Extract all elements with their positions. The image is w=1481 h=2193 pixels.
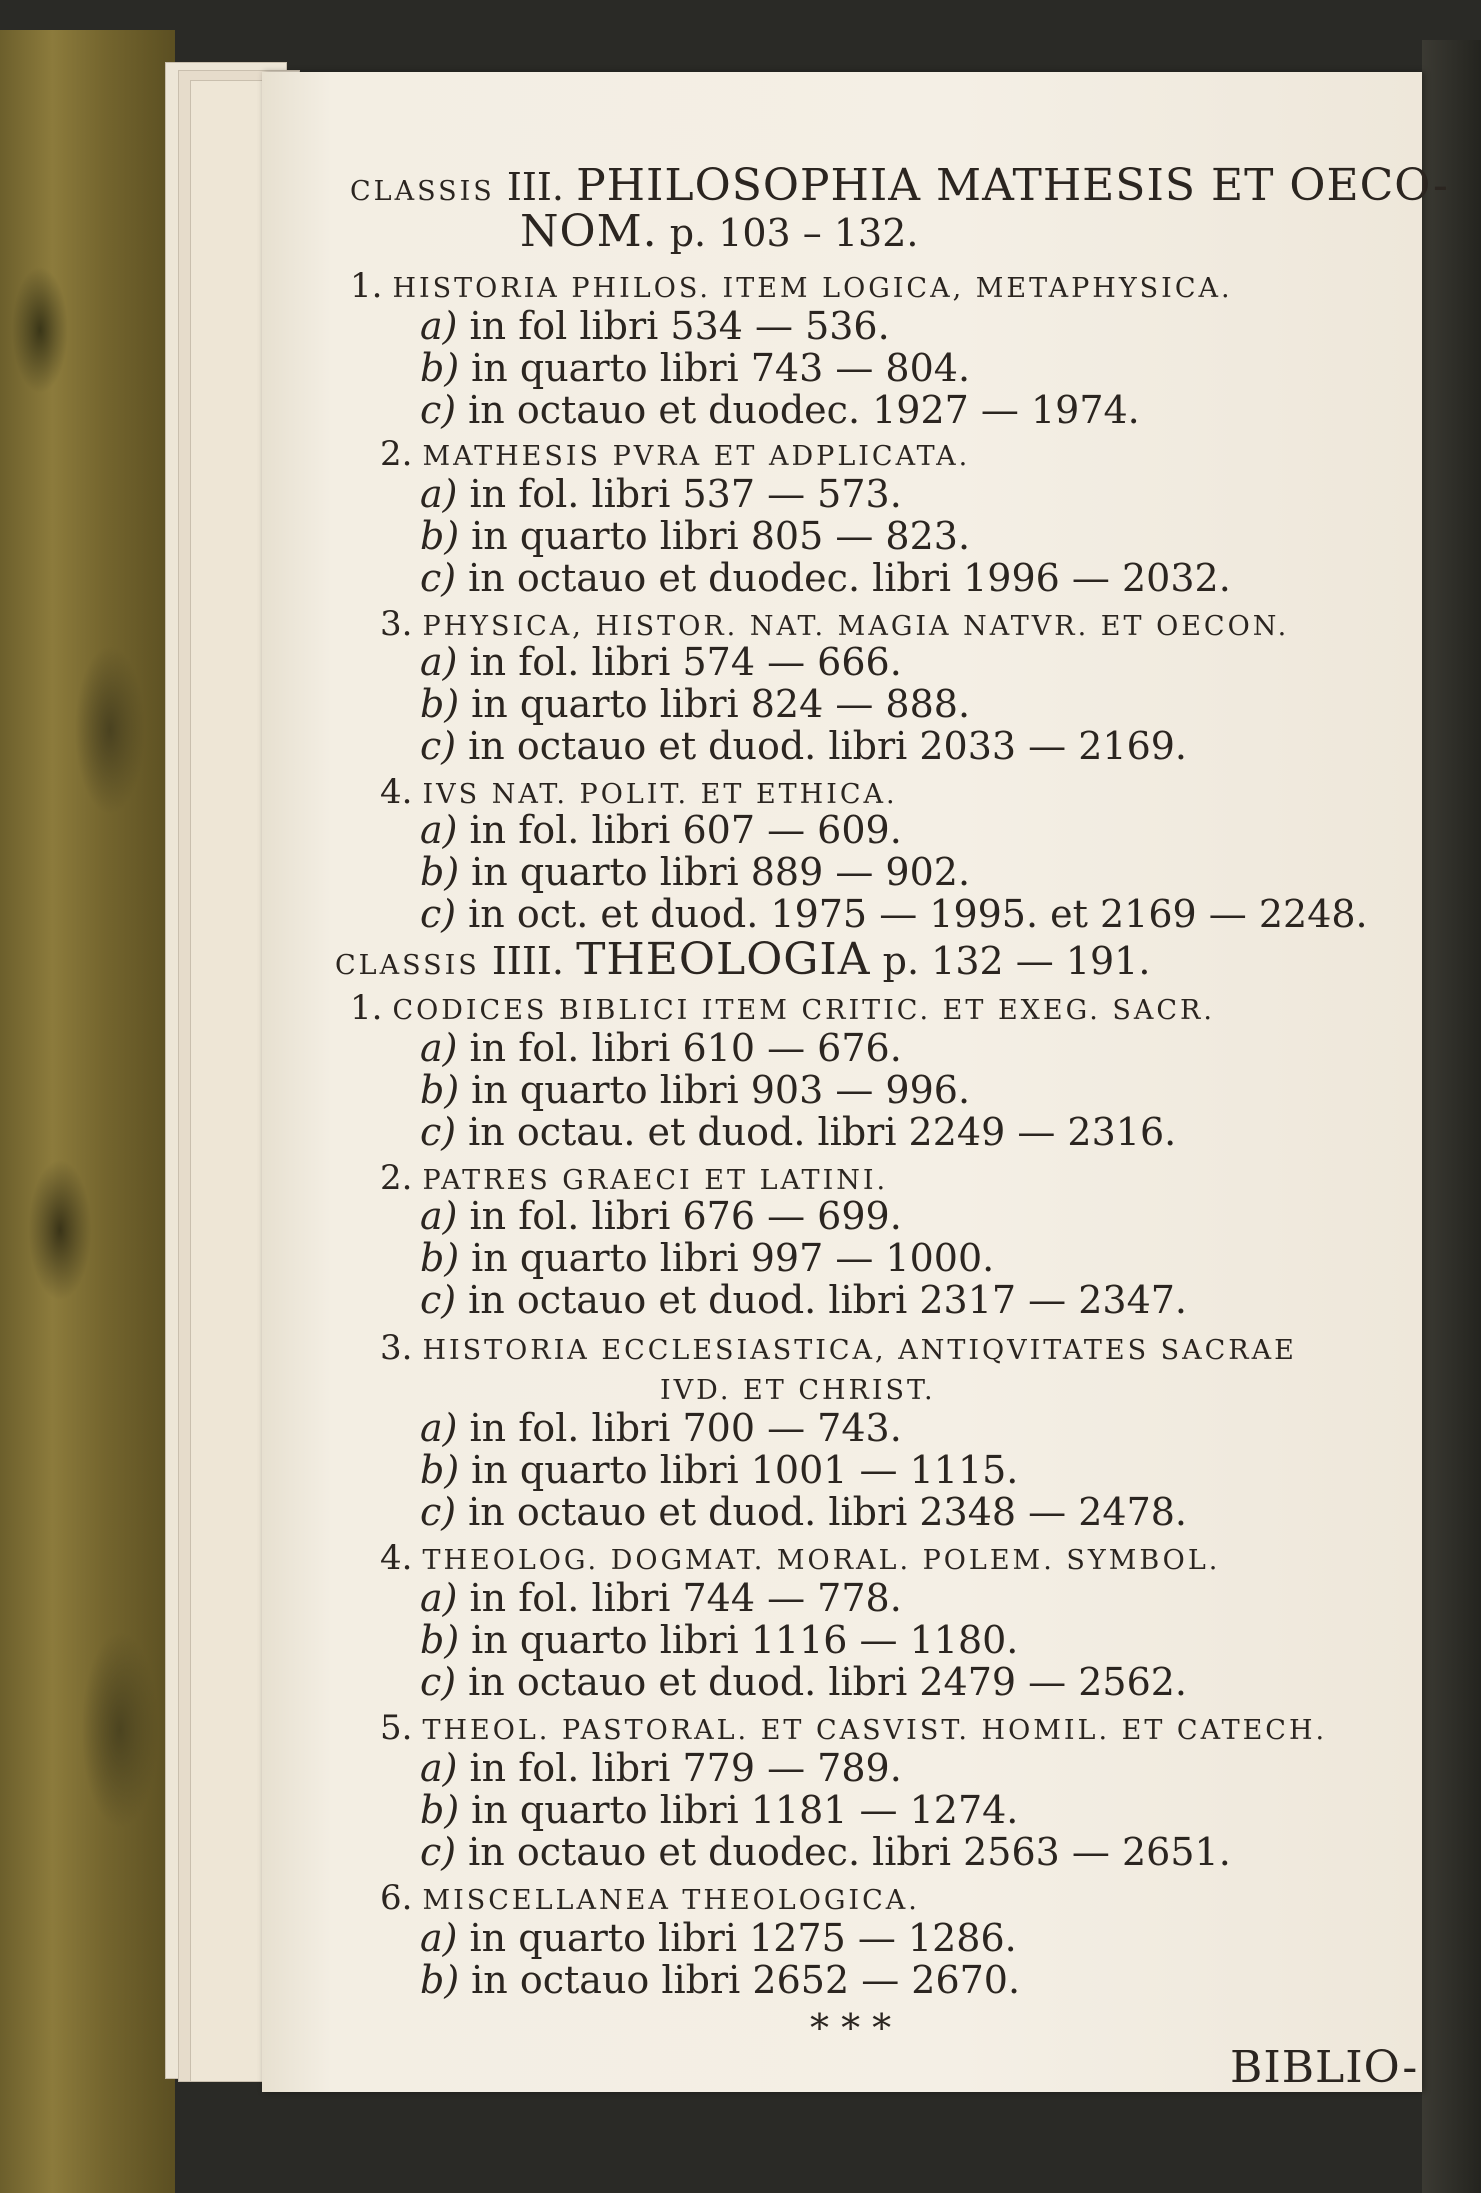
line-text: in octauo et duod. libri 2348 — 2478.	[468, 1490, 1188, 1534]
line-text: in fol. libri 676 — 699.	[469, 1194, 902, 1238]
text-line	[420, 346, 970, 390]
line-text: in quarto libri 1001 — 1115.	[471, 1448, 1019, 1492]
line-text: in octauo libri 2652 — 2670.	[471, 1958, 1021, 2002]
text-line	[420, 1916, 1017, 1960]
line-text: THEOLOG. DOGMAT. MORAL. POLEM. SYMBOL.	[422, 1545, 1221, 1576]
text-line	[420, 556, 1231, 600]
line-text: PHILOSOPHIA MATHESIS ET OECO-	[576, 160, 1449, 211]
section-number: 6.	[380, 1878, 413, 1918]
line-text: in fol. libri 779 — 789.	[469, 1746, 902, 1790]
line-text: in quarto libri 824 — 888.	[471, 682, 971, 726]
line-text: in quarto libri 889 — 902.	[471, 850, 971, 894]
text-line	[420, 808, 902, 852]
line-text: in octauo et duodec. libri 1996 — 2032.	[468, 556, 1231, 600]
section-number: 2.	[380, 1158, 413, 1198]
line-text: THEOL. PASTORAL. ET CASVIST. HOMIL. ET CATECH.	[422, 1715, 1328, 1746]
line-text: BIBLIO-	[1230, 2042, 1419, 2093]
line-text: PHYSICA, HISTOR. NAT. MAGIA NATVR. ET OECON.	[422, 611, 1290, 642]
item-label: c)	[420, 1490, 457, 1534]
line-text: PATRES GRAECI ET LATINI.	[422, 1165, 889, 1196]
item-label: a)	[420, 1576, 458, 1620]
line-text: in quarto libri 743 — 804.	[471, 346, 971, 390]
text-line	[420, 388, 1140, 432]
text-line	[420, 472, 902, 516]
item-label: a)	[420, 808, 458, 852]
line-text: IIII.	[479, 939, 577, 983]
text-line	[420, 1490, 1187, 1534]
section-number: 5.	[380, 1708, 413, 1748]
text-line	[520, 206, 919, 257]
item-label: b)	[420, 1236, 460, 1280]
line-text: in oct. et duod. 1975 — 1995. et 2169 — 2248.	[468, 892, 1368, 936]
section-number: 1.	[350, 266, 383, 306]
text-line	[420, 1406, 902, 1450]
item-label: c)	[420, 1278, 457, 1322]
line-text: in octauo et duod. libri 2479 — 2562.	[468, 1660, 1188, 1704]
section-number: 3.	[380, 604, 413, 644]
line-text: in octau. et duod. libri 2249 — 2316.	[468, 1110, 1177, 1154]
text-line	[420, 1830, 1231, 1874]
marbled-cover	[0, 30, 175, 2193]
item-label: c)	[420, 892, 457, 936]
line-text: in octauo et duod. libri 2317 — 2347.	[468, 1278, 1188, 1322]
line-text: CLASSIS	[350, 176, 495, 207]
text-line	[420, 1236, 994, 1280]
line-text: in fol. libri 574 — 666.	[469, 640, 902, 684]
book-page	[262, 72, 1449, 2093]
item-label: a)	[420, 1916, 458, 1960]
line-text: in fol libri 534 — 536.	[469, 304, 890, 348]
item-label: b)	[420, 346, 460, 390]
text-line	[420, 1278, 1187, 1322]
line-text: p. 103 – 132.	[657, 211, 919, 255]
section-number: 1.	[350, 988, 383, 1028]
line-text: in quarto libri 997 — 1000.	[471, 1236, 995, 1280]
item-label: c)	[420, 556, 457, 600]
line-text: THEOLOGIA	[576, 934, 871, 985]
line-text: in octauo et duodec. 1927 — 1974.	[468, 388, 1140, 432]
text-line	[420, 1788, 1018, 1832]
text-line	[420, 1194, 902, 1238]
item-label: a)	[420, 304, 458, 348]
text-line	[420, 1110, 1176, 1154]
text-line	[420, 1746, 902, 1790]
text-line	[420, 1576, 902, 1620]
section-number: 4.	[380, 772, 413, 812]
item-label: b)	[420, 682, 460, 726]
line-text: * * *	[810, 2006, 892, 2050]
item-label: b)	[420, 1068, 460, 1112]
item-label: a)	[420, 1406, 458, 1450]
line-text: IVS NAT. POLIT. ET ETHICA.	[422, 779, 898, 810]
text-line	[420, 892, 1368, 936]
item-label: a)	[420, 472, 458, 516]
line-text: in fol. libri 607 — 609.	[469, 808, 902, 852]
section-number: 4.	[380, 1538, 413, 1578]
item-label: c)	[420, 1110, 457, 1154]
text-line	[1230, 2042, 1419, 2093]
item-label: a)	[420, 1194, 458, 1238]
text-line	[420, 1026, 902, 1070]
section-number: 2.	[380, 434, 413, 474]
text-line	[335, 934, 1151, 988]
item-label: b)	[420, 1958, 460, 2002]
text-line	[420, 1448, 1018, 1492]
text-line	[420, 1068, 970, 1112]
line-text: in quarto libri 1181 — 1274.	[471, 1788, 1019, 1832]
text-line	[420, 682, 970, 726]
item-label: b)	[420, 1788, 460, 1832]
text-line	[420, 304, 890, 348]
text-line	[420, 1958, 1020, 2002]
line-text: in quarto libri 1275 — 1286.	[469, 1916, 1017, 1960]
line-text: in quarto libri 805 — 823.	[471, 514, 971, 558]
line-text: in quarto libri 903 — 996.	[471, 1068, 971, 1112]
item-label: a)	[420, 1746, 458, 1790]
line-text: CODICES BIBLICI ITEM CRITIC. ET EXEG. SACR.	[392, 995, 1215, 1026]
line-text: in octauo et duodec. libri 2563 — 2651.	[468, 1830, 1231, 1874]
line-text: HISTORIA ECCLESIASTICA, ANTIQVITATES SACRAE	[422, 1335, 1297, 1366]
line-text: MATHESIS PVRA ET ADPLICATA.	[422, 441, 971, 472]
item-label: c)	[420, 1660, 457, 1704]
line-text: p. 132 — 191.	[870, 939, 1151, 983]
text-line	[350, 160, 1449, 214]
line-text: in octauo et duod. libri 2033 — 2169.	[468, 724, 1188, 768]
text-line	[420, 514, 970, 558]
line-text: MISCELLANEA THEOLOGICA.	[422, 1885, 920, 1916]
line-text: in quarto libri 1116 — 1180.	[471, 1618, 1019, 1662]
item-label: c)	[420, 1830, 457, 1874]
item-label: b)	[420, 850, 460, 894]
text-line	[420, 724, 1187, 768]
line-text: IVD. ET CHRIST.	[660, 1375, 936, 1406]
line-text: in fol. libri 744 — 778.	[469, 1576, 902, 1620]
item-label: c)	[420, 388, 457, 432]
item-label: b)	[420, 1448, 460, 1492]
text-line	[810, 2006, 891, 2050]
line-text: in fol. libri 700 — 743.	[469, 1406, 902, 1450]
item-label: b)	[420, 514, 460, 558]
text-line	[420, 640, 902, 684]
line-text: in fol. libri 610 — 676.	[469, 1026, 902, 1070]
line-text: in fol. libri 537 — 573.	[469, 472, 902, 516]
text-line	[420, 850, 970, 894]
facing-page-shadow	[1422, 40, 1481, 2193]
item-label: b)	[420, 1618, 460, 1662]
line-text: NOM.	[520, 206, 658, 257]
text-line	[420, 1660, 1187, 1704]
line-text: HISTORIA PHILOS. ITEM LOGICA, METAPHYSICA.	[392, 273, 1233, 304]
item-label: a)	[420, 640, 458, 684]
line-text: III.	[494, 165, 577, 209]
item-label: c)	[420, 724, 457, 768]
section-number: 3.	[380, 1328, 413, 1368]
item-label: a)	[420, 1026, 458, 1070]
line-text: CLASSIS	[335, 950, 480, 981]
text-line	[420, 1618, 1018, 1662]
